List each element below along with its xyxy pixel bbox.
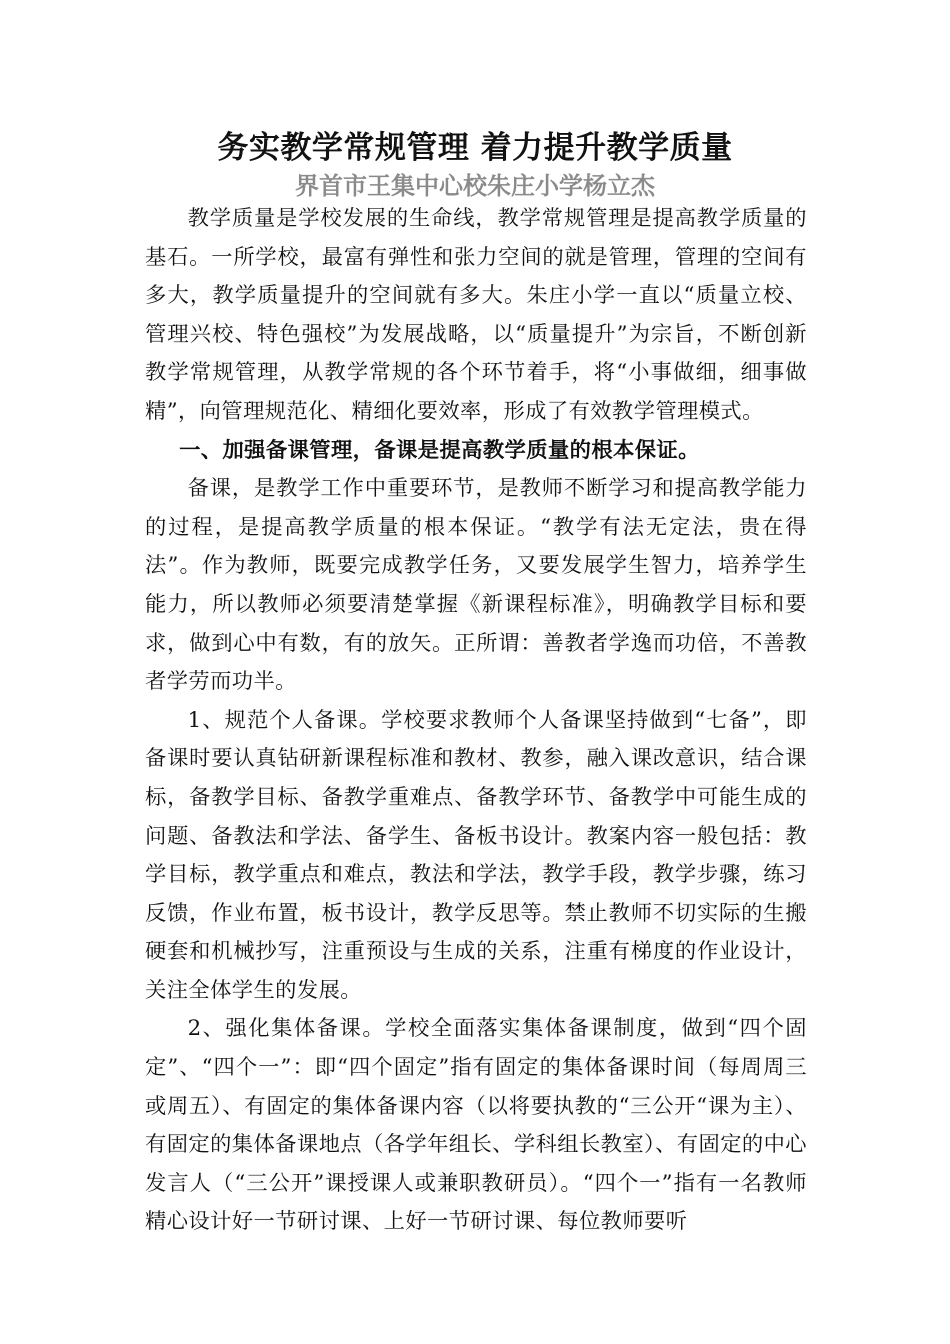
section-heading-1: 一、加强备课管理，备课是提高教学质量的根本保证。	[179, 437, 700, 463]
document-body	[145, 200, 807, 1242]
document-author-line: 界首市王集中心校朱庄小学杨立杰	[295, 172, 655, 200]
document-title: 务实教学常规管理 着力提升教学质量	[217, 130, 733, 166]
paragraph-individual-prep: 1、规范个人备课。学校要求教师个人备课坚持做到“七备”，即备课时要认真钻研新课程标准和教材、教参，融入课改意识，结合课标，备教学目标、备教学重难点、备教学环节、备教学中可能生成的问题、备教法和学法、备学生、备板书设计。教案内容一般包括：教学目标，教学重点和难点，教法和学法，教学手段，教学步骤，练习反馈，作业布置，板书设计，教学反思等。禁止教师不切实际的生搬硬套和机械抄写，注重预设与生成的关系，注重有梯度的作业设计，关注全体学生的发展。	[145, 707, 807, 1003]
paragraph-lesson-prep: 备课，是教学工作中重要环节，是教师不断学习和提高教学能力的过程，是提高教学质量的根本保证。“教学有法无定法，贵在得法”。作为教师，既要完成教学任务，又要发展学生智力，培养学生能力，所以教师必须要清楚掌握《新课程标准》，明确教学目标和要求，做到心中有数，有的放矢。正所谓：善教者学逸而功倍，不善教者学劳而功半。	[145, 476, 807, 695]
paragraph-intro: 教学质量是学校发展的生命线，教学常规管理是提高教学质量的基石。一所学校，最富有弹性和张力空间的就是管理，管理的空间有多大，教学质量提升的空间就有多大。朱庄小学一直以“质量立校、管理兴校、特色强校”为发展战略，以“质量提升”为宗旨，不断创新教学常规管理，从教学常规的各个环节着手，将“小事做细，细事做精”，向管理规范化、精细化要效率，形成了有效教学管理模式。	[145, 206, 807, 424]
paragraph-collective-prep: 2、强化集体备课。学校全面落实集体备课制度，做到“四个固定”、“四个一”：即“四个固定”指有固定的集体备课时间（每周周三或周五）、有固定的集体备课内容（以将要执教的“三公开“课为主）、有固定的集体备课地点（各学年组长、学科组长教室）、有固定的中心发言人（“三公开”课授课人或兼职教研员）。“四个一”指有一名教师精心设计好一节研讨课、上好一节研讨课、每位教师要听	[145, 1016, 807, 1235]
